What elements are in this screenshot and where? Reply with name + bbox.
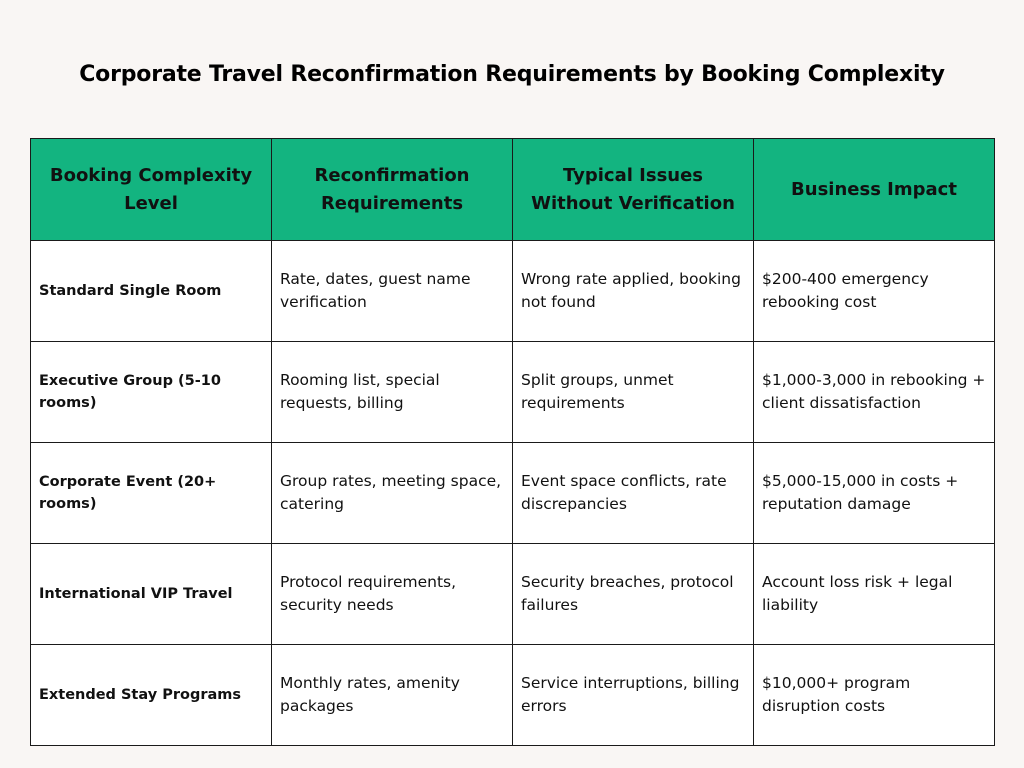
cell-complexity-level: International VIP Travel — [31, 544, 272, 645]
table-row — [31, 342, 995, 443]
column-header-reconfirmation-requirements: Reconfirmation Requirements — [272, 139, 513, 241]
cell-complexity-level: Corporate Event (20+ rooms) — [31, 443, 272, 544]
cell-requirements: Protocol requirements, security needs — [272, 544, 513, 645]
table-body — [31, 241, 995, 746]
header-row — [31, 139, 995, 241]
cell-impact: $10,000+ program disruption costs — [754, 645, 995, 746]
requirements-table — [30, 138, 995, 746]
cell-requirements: Group rates, meeting space, catering — [272, 443, 513, 544]
column-header-booking-complexity-level: Booking Complexity Level — [31, 139, 272, 241]
table-header — [31, 139, 995, 241]
table-row — [31, 443, 995, 544]
cell-complexity-level: Executive Group (5-10 rooms) — [31, 342, 272, 443]
cell-impact: $200-400 emergency rebooking cost — [754, 241, 995, 342]
table-row — [31, 241, 995, 342]
cell-complexity-level: Standard Single Room — [31, 241, 272, 342]
cell-issues: Service interruptions, billing errors — [513, 645, 754, 746]
cell-requirements: Rooming list, special requests, billing — [272, 342, 513, 443]
table-row — [31, 544, 995, 645]
cell-issues: Split groups, unmet requirements — [513, 342, 754, 443]
cell-requirements: Rate, dates, guest name verification — [272, 241, 513, 342]
cell-impact: $5,000-15,000 in costs + reputation damage — [754, 443, 995, 544]
cell-complexity-level: Extended Stay Programs — [31, 645, 272, 746]
table-row — [31, 645, 995, 746]
cell-impact: $1,000-3,000 in rebooking + client dissatisfaction — [754, 342, 995, 443]
column-header-typical-issues: Typical Issues Without Verification — [513, 139, 754, 241]
cell-impact: Account loss risk + legal liability — [754, 544, 995, 645]
column-header-business-impact: Business Impact — [754, 139, 995, 241]
cell-issues: Wrong rate applied, booking not found — [513, 241, 754, 342]
cell-issues: Security breaches, protocol failures — [513, 544, 754, 645]
cell-issues: Event space conflicts, rate discrepancies — [513, 443, 754, 544]
cell-requirements: Monthly rates, amenity packages — [272, 645, 513, 746]
page-title: Corporate Travel Reconfirmation Requirements by Booking Complexity — [79, 62, 945, 87]
